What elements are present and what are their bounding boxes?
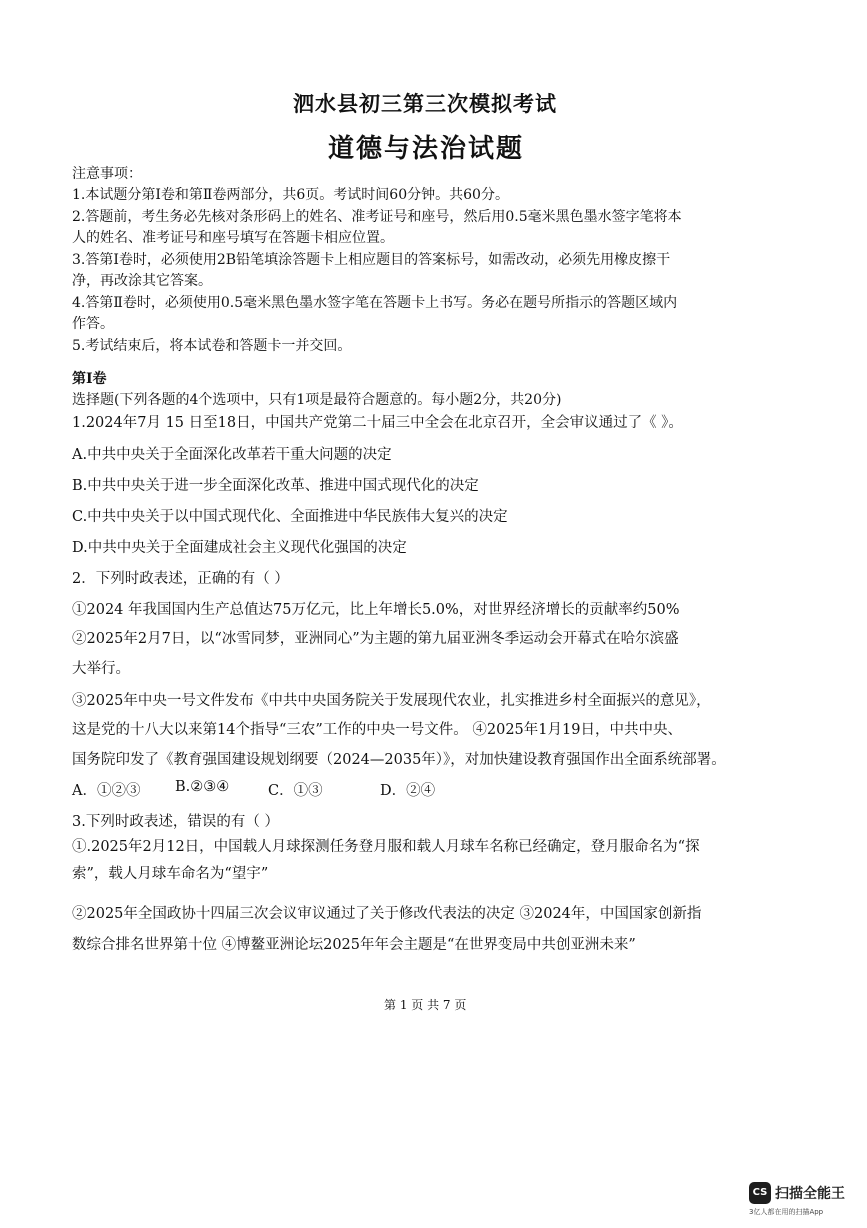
question-2-option-d: D．②④ bbox=[380, 783, 436, 799]
question-3-stem: 3.下列时政表述，错误的有（ ） bbox=[72, 814, 279, 830]
exam-title: 泗水县初三第三次模拟考试 bbox=[293, 91, 557, 116]
question-2-line: ①2024 年我国国内生产总值达75万亿元，比上年增长5.0%，对世界经济增长的贡献率约50% bbox=[72, 602, 680, 618]
question-3-line: ①.2025年2月12日，中国载人月球探测任务登月服和载人月球车名称已经确定，登月服命名为“探 bbox=[72, 839, 700, 855]
question-1-option-d: D.中共中央关于全面建成社会主义现代化强国的决定 bbox=[72, 540, 407, 556]
notice-line: 作答。 bbox=[72, 316, 114, 332]
question-2-option-c: C．①③ bbox=[268, 783, 323, 799]
question-2-option-a: A．①②③ bbox=[72, 783, 141, 799]
question-1-option-c: C.中共中央关于以中国式现代化、全面推进中华民族伟大复兴的决定 bbox=[72, 509, 508, 525]
notice-line: 3.答第Ⅰ卷时，必须使用2B铅笔填涂答题卡上相应题目的答案标号，如需改动，必须先用橡皮擦干 bbox=[72, 252, 671, 268]
section-label: 第Ⅰ卷 bbox=[72, 371, 107, 387]
question-2-line: 国务院印发了《教育强国建设规划纲要（2024—2035年）》，对加快建设教育强国作出全面系统部署。 bbox=[72, 752, 726, 768]
question-3-line: 数综合排名世界第十位 ④博鳌亚洲论坛2025年年会主题是“在世界变局中共创亚洲未来” bbox=[72, 937, 636, 953]
notice-line: 1.本试题分第Ⅰ卷和第Ⅱ卷两部分，共6页。考试时间60分钟。共60分。 bbox=[72, 187, 509, 203]
section-instruction: 选择题(下列各题的4个选项中，只有1项是最符合题意的。每小题2分，共20分) bbox=[72, 392, 562, 408]
question-3-line: 索”，载人月球车命名为“望宇” bbox=[72, 866, 269, 882]
notice-line: 2.答题前，考生务必先核对条形码上的姓名、准考证号和座号，然后用0.5毫米黑色墨水签字笔将本 bbox=[72, 209, 682, 225]
page-number: 第 1 页 共 7 页 bbox=[384, 998, 467, 1012]
question-2-line: ③2025年中央一号文件发布《中共中央国务院关于发展现代农业，扎实推进乡村全面振兴的意见》， bbox=[72, 693, 711, 709]
watermark-app-name: 扫描全能王 bbox=[775, 1186, 845, 1202]
question-1-stem: 1.2024年7月 15 日至18日，中国共产党第二十届三中全会在北京召开，全会审议通过了《 》。 bbox=[72, 415, 683, 431]
notice-line: 5.考试结束后，将本试卷和答题卡一并交回。 bbox=[72, 338, 352, 354]
subject-title: 道德与法治试题 bbox=[328, 134, 525, 164]
notice-line: 4.答第Ⅱ卷时，必须使用0.5毫米黑色墨水签字笔在答题卡上书写。务必在题号所指示的答题区域内 bbox=[72, 295, 678, 311]
notice-line: 人的姓名、准考证号和座号填写在答题卡相应位置。 bbox=[72, 230, 394, 246]
question-2-line: ②2025年2月7日，以“冰雪同梦，亚洲同心”为主题的第九届亚洲冬季运动会开幕式在哈尔滨盛 bbox=[72, 631, 679, 647]
question-2-line: 这是党的十八大以来第14个指导“三农”工作的中央一号文件。 ④2025年1月19日，中共中央、 bbox=[72, 722, 682, 738]
watermark-tagline: 3亿人都在用的扫描App bbox=[749, 1208, 824, 1216]
question-1-option-b: B.中共中央关于进一步全面深化改革、推进中国式现代化的决定 bbox=[72, 478, 479, 494]
scanner-watermark bbox=[749, 1180, 849, 1220]
notice-line: 净，再改涂其它答案。 bbox=[72, 273, 212, 289]
camscanner-logo-icon: CS bbox=[749, 1182, 771, 1204]
notice-heading: 注意事项： bbox=[72, 166, 142, 182]
question-1-option-a: A.中共中央关于全面深化改革若干重大问题的决定 bbox=[72, 447, 392, 463]
question-2-stem: 2．下列时政表述，正确的有（ ） bbox=[72, 571, 289, 587]
question-3-line: ②2025年全国政协十四届三次会议审议通过了关于修改代表法的决定 ③2024年，中国国家创新指 bbox=[72, 906, 702, 922]
question-2-line: 大举行。 bbox=[72, 661, 130, 677]
question-2-option-b: B.②③④ bbox=[175, 779, 230, 795]
